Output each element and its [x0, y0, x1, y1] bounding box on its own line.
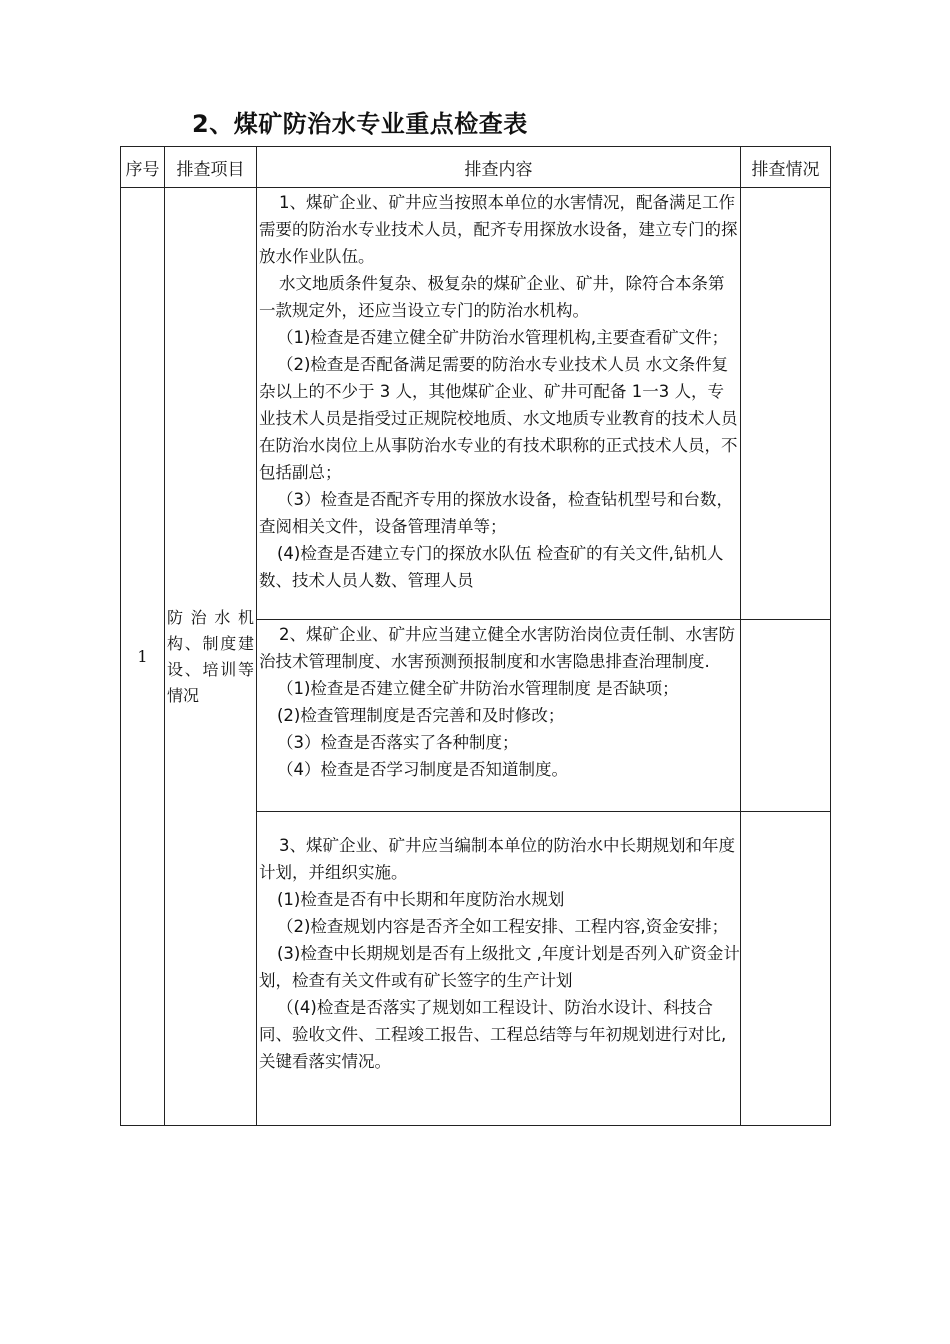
- paragraph: （2)检查规划内容是否齐全如工程安排、工程内容,资金安排；: [277, 917, 729, 936]
- row-item: 防治水机构、制度建设、培训等情况: [165, 188, 257, 1126]
- status-cell[interactable]: [741, 620, 831, 812]
- content-section-1: [257, 188, 741, 620]
- table-row: [121, 188, 831, 620]
- paragraph: （3）检查是否配齐专用的探放水设备，检查钻机型号和台数，查阅相关文件，设备管理清单等；: [259, 490, 733, 536]
- paragraph: 3、煤矿企业、矿井应当编制本单位的防治水中长期规划和年度计划，并组织实施。: [259, 836, 735, 882]
- header-item: 排查项目: [165, 147, 257, 188]
- content-section-3: [257, 812, 741, 1126]
- paragraph: （1)检查是否建立健全矿井防治水管理制度 是否缺项；: [277, 679, 679, 698]
- status-cell[interactable]: [741, 188, 831, 620]
- paragraph: 水文地质条件复杂、极复杂的煤矿企业、矿井，除符合本条第一款规定外，还应当设立专门的防治水机构。: [259, 274, 725, 320]
- paragraph: （4）检查是否学习制度是否知道制度。: [277, 760, 568, 779]
- table-header-row: [121, 147, 831, 188]
- paragraph: (2)检查管理制度是否完善和及时修改；: [277, 706, 565, 725]
- header-no: 序号: [121, 147, 165, 188]
- header-status: 排查情况: [741, 147, 831, 188]
- paragraph: 1、煤矿企业、矿井应当按照本单位的水害情况，配备满足工作需要的防治水专业技术人员，配齐专用探放水设备，建立专门的探放水作业队伍。: [259, 193, 738, 266]
- paragraph: （(4)检查是否落实了规划如工程设计、防治水设计、科技合同、验收文件、工程竣工报告、工程总结等与年初规划进行对比,关键看落实情况。: [259, 998, 727, 1071]
- paragraph: (4)检查是否建立专门的探放水队伍 检查矿的有关文件,钻机人数、技术人员人数、管理人员: [259, 544, 724, 590]
- header-content: 排查内容: [257, 147, 741, 188]
- paragraph: 2、煤矿企业、矿井应当建立健全水害防治岗位责任制、水害防治技术管理制度、水害预测预报制度和水害隐患排查治理制度.: [259, 625, 735, 671]
- paragraph: （1)检查是否建立健全矿井防治水管理机构,主要查看矿文件；: [277, 328, 729, 347]
- paragraph: （3）检查是否落实了各种制度；: [277, 733, 519, 752]
- paragraph: （2)检查是否配备满足需要的防治水专业技术人员 水文条件复杂以上的不少于 3 人，其他煤矿企业、矿井可配备 1一3 人，专业技术人员是指受过正规院校地质、水文地质专业教育的技术人员 在防治水岗位上从事防治水专业的有技术职称的正式技术人员，不包括副总；: [259, 355, 738, 482]
- paragraph: (3)检查中长期规划是否有上级批文 ,年度计划是否列入矿资金计划，检查有关文件或有矿长签字的生产计划: [259, 944, 740, 990]
- paragraph: (1)检查是否有中长期和年度防治水规划: [277, 890, 565, 909]
- check-table: [120, 146, 831, 1126]
- row-number: 1: [121, 188, 165, 1126]
- page-title: 2、煤矿防治水专业重点检查表: [192, 110, 528, 138]
- status-cell[interactable]: [741, 812, 831, 1126]
- content-section-2: [257, 620, 741, 812]
